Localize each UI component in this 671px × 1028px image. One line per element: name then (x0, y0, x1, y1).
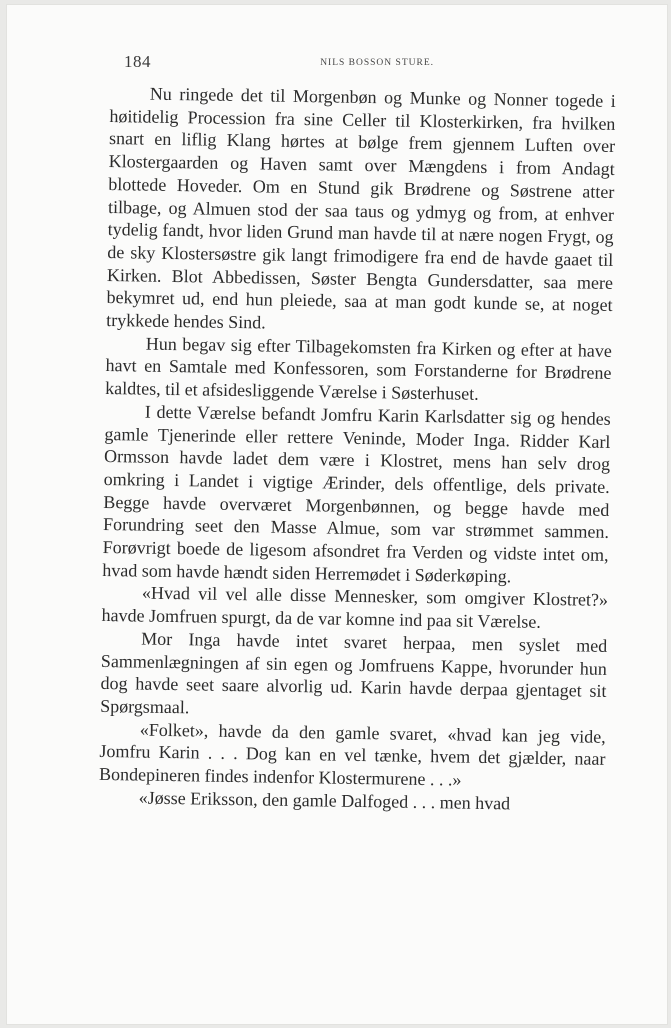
paragraph: I dette Værelse befandt Jomfru Karin Karlsdatter sig og hendes gamle Tjenerinde eller rettere Veninde, Moder Inga. Ridder Karl Ormsson havde ladet dem være i Klostret, mens han selv drog omkring i Landet i vigtige Ærinder, dels offentlige, dels private. Begge havde overværet Morgenbønnen, og begge havde med Forundring seet den Masse Almue, som var strømmet sammen. Forøvrigt boede de ligesom afsondret fra Verden og vidste intet om, hvad som havde hændt siden Herremødet i Søderkøping. (102, 401, 611, 587)
paragraph: «Jøsse Eriksson, den gamle Dalfoged . . . men hvad (138, 787, 511, 814)
paragraph: Hun begav sig efter Tilbagekomsten fra Kirken og efter at have havt en Samtale med Konfessoren, som Forstanderne for Brødrene kaldtes, til et afsidesliggende Værelse i Søsterhuset. (105, 333, 612, 404)
book-page (6, 4, 668, 1025)
paragraph: «Folket», havde da den gamle svaret, «hvad kan jeg vide, Jomfru Karin . . . Dog kan en vel tænke, hvem det gjælder, naar Bondepineren findes indenfor Klostermurene . . .» (98, 719, 606, 790)
paragraph: Mor Inga havde intet svaret herpaa, men syslet med Sammenlægningen af sin egen og Jomfruens Kappe, hvorunder hun dog havde seet saare alvorlig ud. Karin havde derpaa gjentaget sit Spørgsmaal. (100, 628, 608, 718)
running-head: NILS BOSSON STURE. (320, 58, 434, 68)
paragraph: Nu ringede det til Morgenbøn og Munke og Nonner togede i høitidelig Procession fra sine Celler til Klosterkirken, fra hvilken snart en liflig Klang hørtes at bølge frem gjennem Luften over Klostergaarden og Haven samt over Mængdens i from Andagt blottede Hoveder. Om en Stund gik Brødrene og Søstrene atter tilbage, og Almuen stod der saa taus og ydmyg og from, at enhver tydelig fandt, hvor liden Grund man havde til at nære nogen Frygt, og de sky Klostersøstre gik langt frimodigere fra end de havde gaaet til Kirken. Blot Abbedissen, Søster Bengta Gundersdatter, saa mere bekymret ud, end hun pleiede, saa at man godt kunde se, at noget trykkede hendes Sind. (106, 83, 616, 333)
body-text (99, 82, 616, 816)
page-number: 184 (124, 52, 151, 71)
page-header (124, 52, 434, 74)
paragraph: «Hvad vil vel alle disse Mennesker, som omgiver Klostret?» havde Jomfruen spurgt, da de var komne ind paa sit Værelse. (101, 583, 609, 633)
